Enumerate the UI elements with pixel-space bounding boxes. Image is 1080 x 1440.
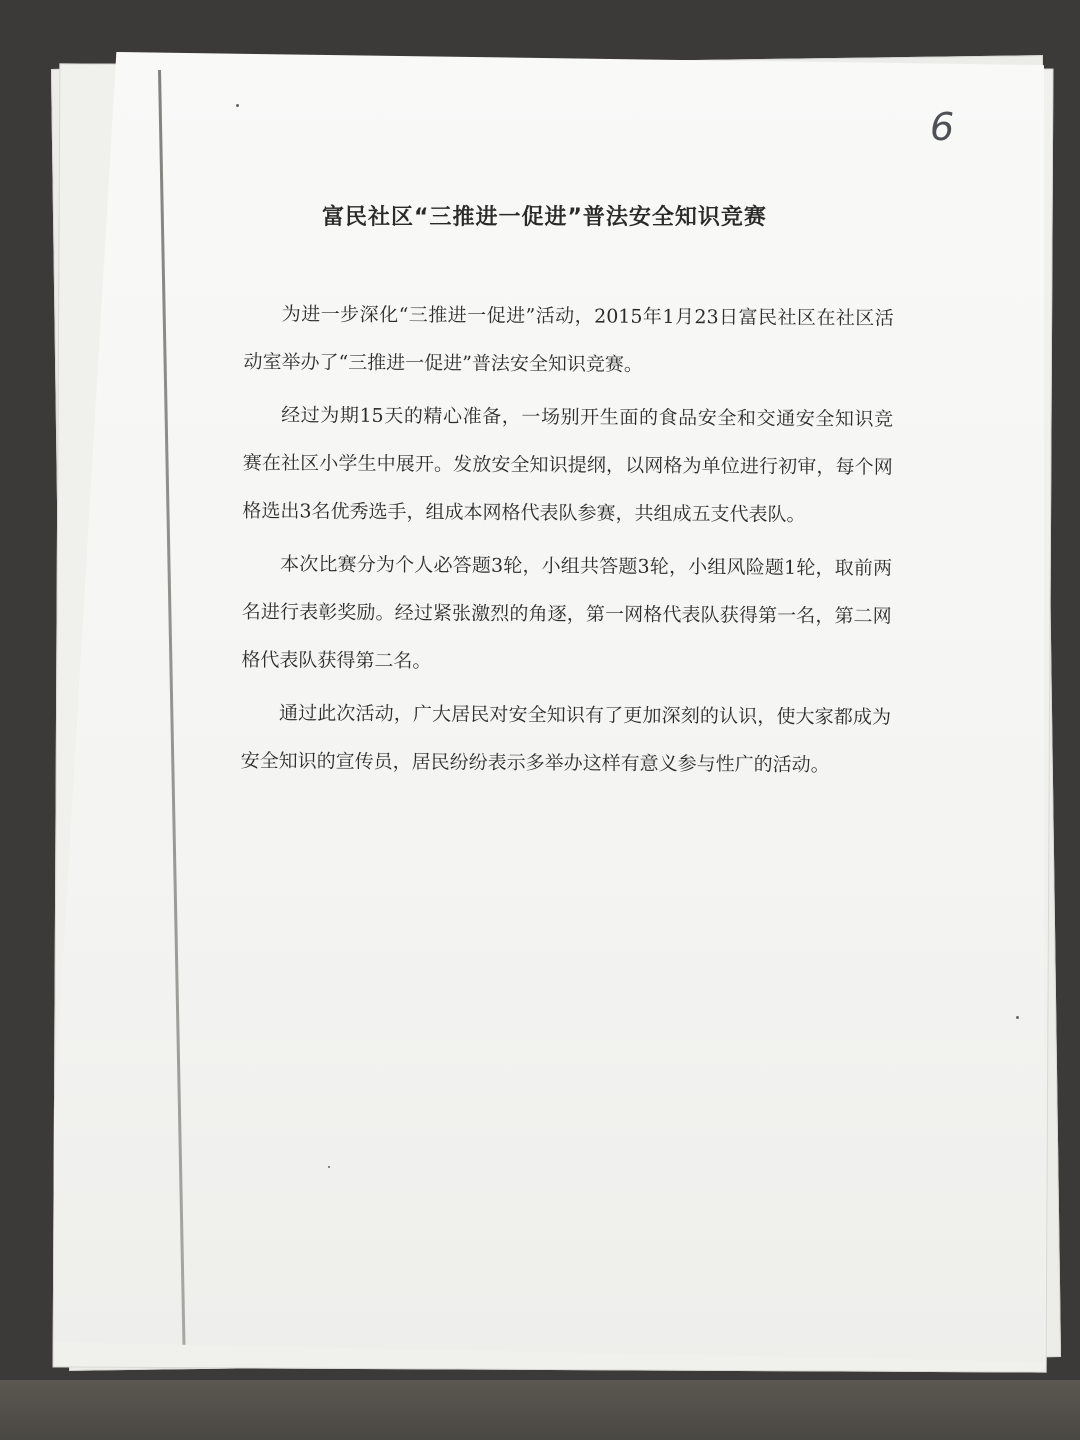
paragraph-3: 本次比赛分为个人必答题3轮，小组共答题3轮，小组风险题1轮，取前两名进行表彰奖励。经过紧张激烈的角逐，第一网格代表队获得第一名，第二网格代表队获得第二名。 [241, 553, 893, 673]
document-body [241, 290, 894, 795]
paper-speck [1016, 1016, 1019, 1019]
paragraph-2: 经过为期15天的精心准备，一场别开生面的食品安全和交通安全知识竞赛在社区小学生中展开。发放安全知识提纲，以网格为单位进行初审，每个网格选出3名优秀选手，组成本网格代表队参赛，共组成五支代表队。 [242, 404, 894, 526]
paragraph-1: 为进一步深化“三推进一促进”活动，2015年1月23日富民社区在社区活动室举办了“三推进一促进”普法安全知识竞赛。 [243, 303, 894, 376]
paper-speck [236, 104, 239, 107]
handwritten-page-number: 6 [930, 105, 955, 149]
paper-speck [328, 1166, 330, 1168]
document-title: 富民社区“三推进一促进”普法安全知识竞赛 [322, 205, 767, 230]
paragraph-4: 通过此次活动，广大居民对安全知识有了更加深刻的认识，使大家都成为安全知识的宣传员，居民纷纷表示多举办这样有意义参与性广的活动。 [240, 702, 892, 777]
desk-surface [0, 1380, 1080, 1440]
